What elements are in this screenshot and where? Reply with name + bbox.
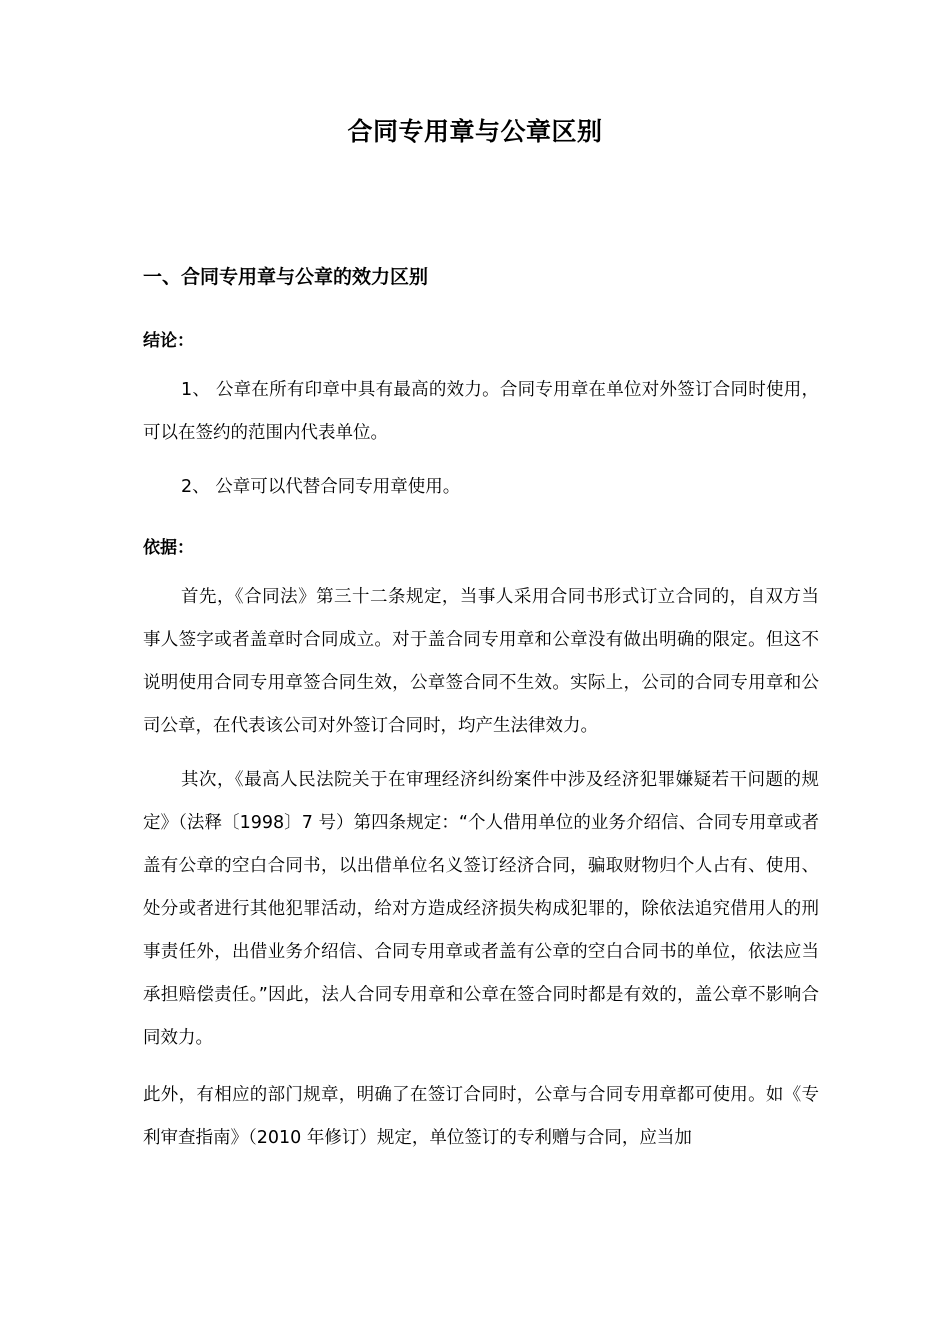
section-heading: 一、合同专用章与公章的效力区别 [143,266,429,288]
basis-paragraph-3: 此外，有相应的部门规章，明确了在签订合同时，公章与合同专用章都可使用。如《专利审查指南》（2010 年修订）规定，单位签订的专利赠与合同，应当加 [143,1085,819,1148]
basis-paragraph-2: 其次，《最高人民法院关于在审理经济纠纷案件中涉及经济犯罪嫌疑若干问题的规定》（法释〔1998〕7 号）第四条规定：“个人借用单位的业务介绍信、合同专用章或者盖有公章的空白合同书，以出借单位名义签订经济合同，骗取财物归个人占有、使用、处分或者进行其他犯罪活动，给对方造成经济损失构成犯罪的，除依法追究借用人的刑事责任外，出借业务介绍信、合同专用章或者盖有公章的空白合同书的单位，依法应当承担赔偿责任。”因此，法人合同专用章和公章在签合同时都是有效的，盖公章不影响合同效力。 [143,770,819,1048]
conclusion-item-2: 2、 公章可以代替合同专用章使用。 [181,477,461,497]
conclusion-label: 结论： [143,331,194,351]
conclusion-item-1: 1、 公章在所有印章中具有最高的效力。合同专用章在单位对外签订合同时使用，可以在签约的范围内代表单位。 [143,380,819,443]
basis-paragraph-1: 首先，《合同法》第三十二条规定，当事人采用合同书形式订立合同的，自双方当事人签字或者盖章时合同成立。对于盖合同专用章和公章没有做出明确的限定。但这不说明使用合同专用章签合同生效，公章签合同不生效。实际上，公司的合同专用章和公司公章，在代表该公司对外签订合同时，均产生法律效力。 [143,587,819,736]
document-title: 合同专用章与公章区别 [347,117,603,146]
basis-label: 依据： [143,538,194,558]
